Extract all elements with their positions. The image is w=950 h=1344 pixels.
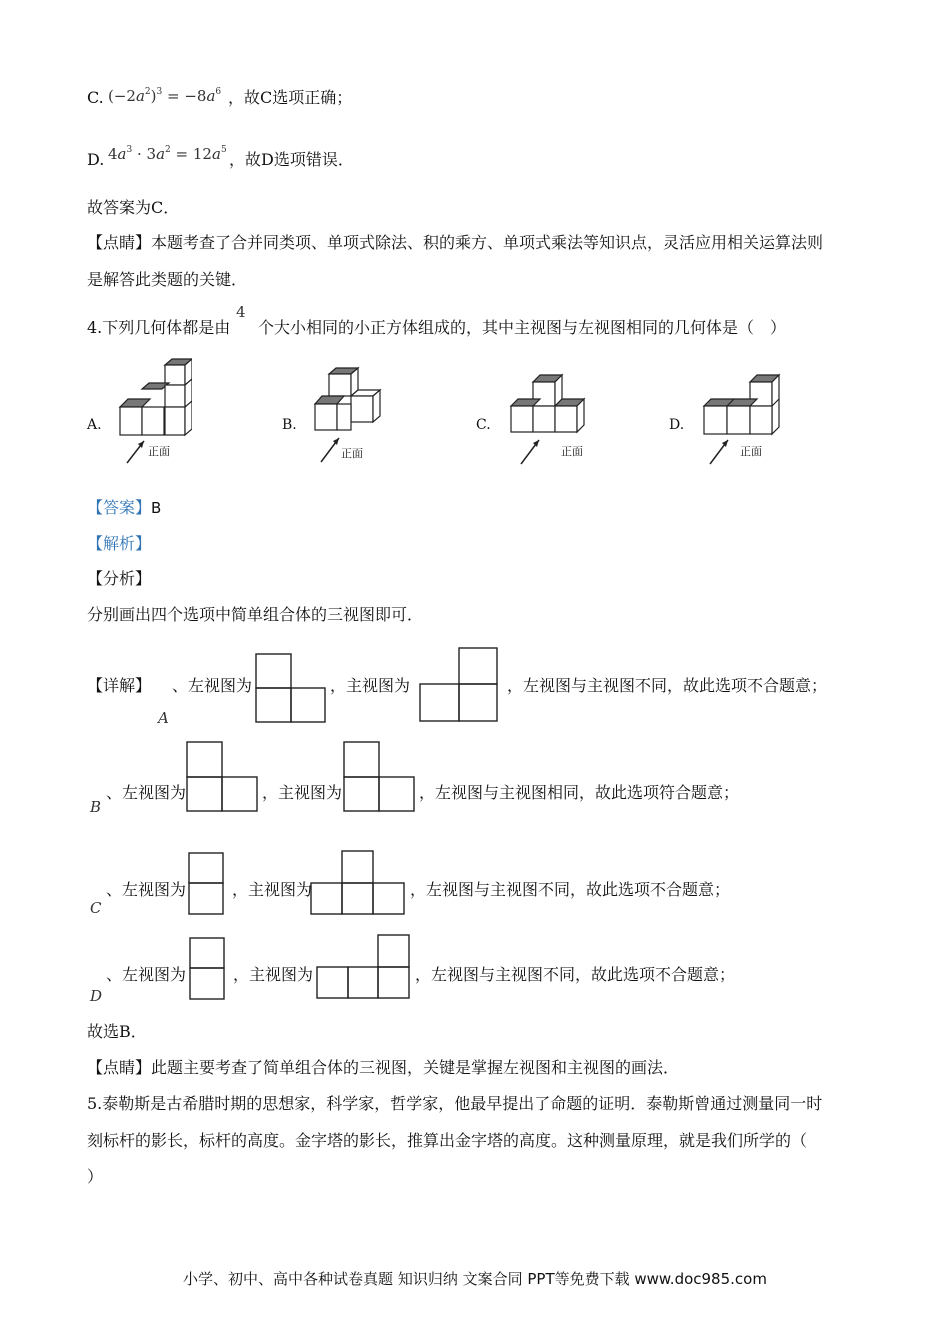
row-a-letter: A: [158, 709, 169, 727]
row-b-main-view: [343, 741, 416, 813]
row-b-conclusion: ，左视图与主视图相同，故此选项符合题意；: [419, 783, 740, 802]
figure-a-label: A.: [87, 417, 102, 433]
row-b-main-view-text: ，主视图为: [262, 783, 343, 802]
row-b-left-view-text: 、左视图为: [106, 783, 187, 802]
option-c-formula: $(-2a^2)^3 = -8a^6$: [108, 87, 222, 105]
question-5-line2: 刻标杆的影长，标杆的高度。金字塔的影长，推算出金字塔的高度。这种测量原理，就是我们所学的（: [87, 1131, 808, 1150]
figure-d-front-label: 正面: [740, 445, 762, 458]
question-4-suffix: 个大小相同的小正方体组成的，其中主视图与左视图相同的几何体是（ ）: [258, 318, 787, 337]
row-d-main-view: [316, 934, 411, 1000]
row-c-conclusion: ，左视图与主视图不同，故此选项不合题意；: [410, 880, 731, 899]
question-4-number: 4: [236, 303, 246, 321]
row-b-left-view: [186, 741, 259, 813]
row-a-left-view: [255, 653, 327, 723]
row-d-conclusion: ，左视图与主视图不同，故此选项不合题意；: [415, 965, 736, 984]
figure-c-cubes: [505, 370, 600, 470]
row-c-main-view-text: ，主视图为: [232, 880, 313, 899]
option-d-formula: $4a^3 \cdot 3a^2 = 12a^5$: [108, 145, 227, 163]
conclusion-q4: 故选B．: [87, 1022, 147, 1041]
analysis-tag: 【解析】: [87, 534, 152, 553]
figure-b-label: B.: [282, 417, 297, 433]
row-c-letter: C: [90, 899, 102, 917]
row-a-left-view-text: 、左视图为: [172, 676, 253, 695]
option-d-result: ，故D选项错误．: [229, 150, 354, 169]
figure-c-front-label: 正面: [561, 445, 583, 458]
answer-value: B: [151, 499, 162, 517]
question-5-line1: 5.泰勒斯是古希腊时期的思想家，科学家，哲学家，他最早提出了命题的证明．泰勒斯曾通过测量同一时: [87, 1094, 823, 1113]
comment-q3-line1: 【点睛】本题考查了合并同类项、单项式除法、积的乘方、单项式乘法等知识点，灵活应用相关运算法则: [87, 233, 824, 252]
row-a-main-view: [419, 647, 499, 723]
option-d-label: D.: [87, 150, 105, 169]
question-4-prefix: 4.下列几何体都是由: [87, 318, 231, 337]
comment-q4: 【点睛】此题主要考查了简单组合体的三视图，关键是掌握左视图和主视图的画法．: [87, 1058, 680, 1077]
row-c-left-view: [188, 852, 226, 916]
row-d-main-view-text: ，主视图为: [233, 965, 314, 984]
row-d-letter: D: [90, 987, 103, 1005]
conclusion-q3: 故答案为C．: [87, 198, 180, 217]
option-c-result: ，故C选项正确；: [228, 88, 353, 107]
fenxi-tag: 【分析】: [87, 569, 152, 588]
row-d-left-view: [189, 937, 227, 1001]
row-d-left-view-text: 、左视图为: [106, 965, 187, 984]
row-a-conclusion: ，左视图与主视图不同，故此选项不合题意；: [507, 676, 828, 695]
footer-link[interactable]: 小学、初中、高中各种试卷真题 知识归纳 文案合同 PPT等免费下载 www.doc985.com: [183, 1270, 767, 1288]
answer-label: 【答案】: [87, 498, 152, 517]
row-a-main-view-text: ，主视图为: [330, 676, 411, 695]
row-c-left-view-text: 、左视图为: [106, 880, 187, 899]
row-c-main-view: [310, 850, 406, 916]
figure-d-label: D.: [669, 417, 685, 433]
fenxi-text: 分别画出四个选项中简单组合体的三视图即可．: [87, 605, 424, 624]
question-5-line3: ）: [87, 1167, 104, 1186]
figure-b-front-label: 正面: [341, 447, 363, 460]
option-c-label: C.: [87, 88, 104, 107]
answer-tag: [87, 498, 161, 518]
figure-c-label: C.: [476, 417, 491, 433]
detail-tag: 【详解】: [87, 676, 152, 695]
comment-q3-line2: 是解答此类题的关键．: [87, 270, 248, 289]
row-b-letter: B: [90, 798, 102, 816]
figure-a-front-label: 正面: [148, 445, 170, 458]
